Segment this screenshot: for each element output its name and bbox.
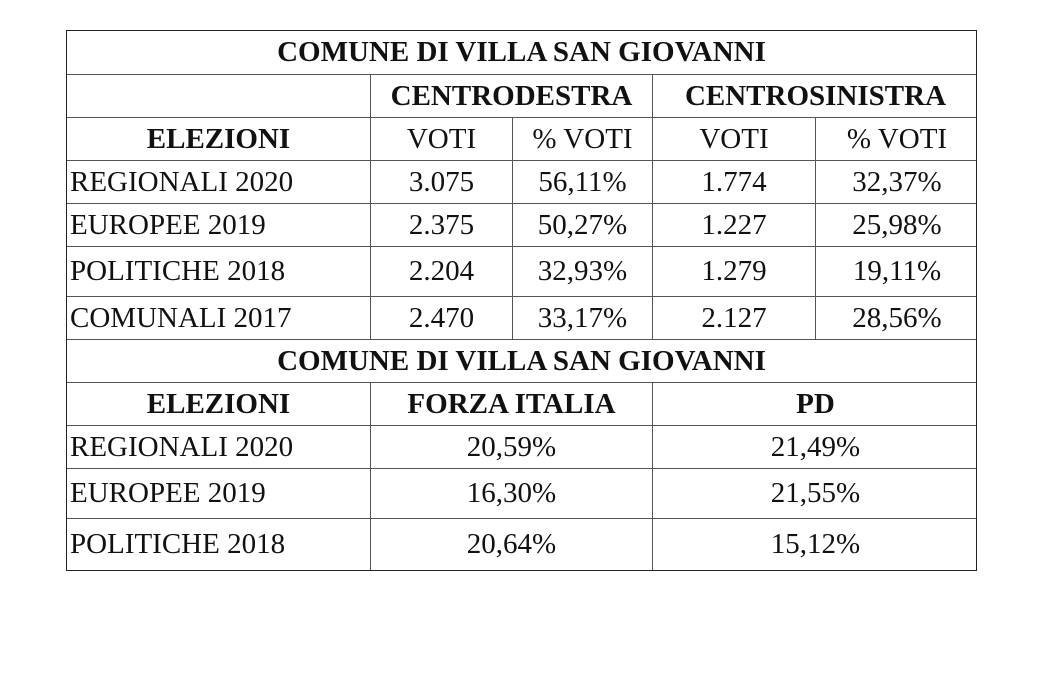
table1-title-row — [67, 31, 976, 74]
cell-value: 2.375 — [370, 204, 512, 246]
cell-value: 19,11% — [815, 247, 978, 296]
col-header-cs-pct: % VOTI — [815, 118, 978, 160]
group-header-centrosinistra: CENTROSINISTRA — [652, 75, 978, 117]
row-label: COMUNALI 2017 — [70, 301, 292, 334]
results-table — [66, 30, 977, 571]
cell-value: 21,49% — [652, 426, 978, 468]
col-header-elezioni: ELEZIONI — [146, 387, 291, 420]
cell-value: 15,12% — [652, 519, 978, 570]
table-row — [67, 425, 976, 468]
cell-value: 2.470 — [370, 297, 512, 339]
cell-value: 2.127 — [652, 297, 815, 339]
table2-title: COMUNE DI VILLA SAN GIOVANNI — [277, 344, 766, 377]
cell-value: 28,56% — [815, 297, 978, 339]
col-header-cd-voti: VOTI — [370, 118, 512, 160]
cell-value: 20,59% — [370, 426, 652, 468]
table-row — [67, 203, 976, 246]
table1-group-header-row — [67, 74, 976, 117]
cell-value: 21,55% — [652, 469, 978, 518]
row-label: POLITICHE 2018 — [70, 528, 286, 560]
col-header-pd: PD — [652, 383, 978, 425]
col-header-elezioni: ELEZIONI — [146, 122, 291, 155]
table2-title-row — [67, 339, 976, 382]
cell-value: 25,98% — [815, 204, 978, 246]
cell-value: 32,93% — [512, 247, 652, 296]
cell-value: 1.279 — [652, 247, 815, 296]
cell-value: 3.075 — [370, 161, 512, 203]
table-row — [67, 518, 976, 570]
table-row — [67, 160, 976, 203]
table1-title: COMUNE DI VILLA SAN GIOVANNI — [277, 36, 766, 68]
row-label: REGIONALI 2020 — [70, 165, 294, 198]
table2-column-header-row — [67, 382, 976, 425]
cell-value: 1.227 — [652, 204, 815, 246]
cell-value: 20,64% — [370, 519, 652, 570]
cell-value: 16,30% — [370, 469, 652, 518]
cell-value: 1.774 — [652, 161, 815, 203]
cell-value: 2.204 — [370, 247, 512, 296]
table-row — [67, 246, 976, 296]
cell-value: 50,27% — [512, 204, 652, 246]
row-label: EUROPEE 2019 — [70, 208, 266, 241]
table1-column-header-row — [67, 117, 976, 160]
cell-value: 56,11% — [512, 161, 652, 203]
cell-value: 32,37% — [815, 161, 978, 203]
table-row — [67, 468, 976, 518]
cell-value: 33,17% — [512, 297, 652, 339]
empty-header-cell — [67, 75, 370, 117]
col-header-cs-voti: VOTI — [652, 118, 815, 160]
col-header-forza-italia: FORZA ITALIA — [370, 383, 652, 425]
group-header-centrodestra: CENTRODESTRA — [370, 75, 652, 117]
col-header-cd-pct: % VOTI — [512, 118, 652, 160]
table-row — [67, 296, 976, 339]
row-label: REGIONALI 2020 — [70, 430, 294, 463]
row-label: EUROPEE 2019 — [70, 477, 266, 509]
row-label: POLITICHE 2018 — [70, 255, 286, 287]
